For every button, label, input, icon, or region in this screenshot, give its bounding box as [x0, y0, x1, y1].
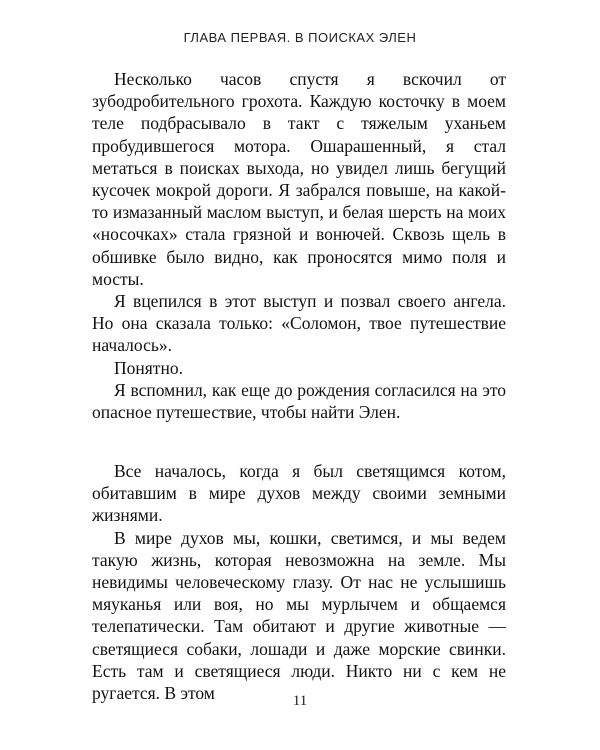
paragraph: Я вспомнил, как еще до рождения согласился на это опасное путешествие, чтобы найти Элен.	[92, 379, 506, 423]
page-number: 11	[292, 693, 308, 709]
paragraph: Все началось, когда я был светящимся котом, обитавшим в мире духов между своими земными жизнями.	[92, 461, 506, 526]
paragraph: Понятно.	[114, 357, 183, 378]
paragraph: Несколько часов спустя я вскочил от зубодробительного грохота. Каждую косточку в моем теле подбрасывало в такт с тяжелым уханьем пробудившегося мотора. Ошарашенный, я стал метаться в поисках выхода, но увидел лишь бегущий кусочек мокрой дороги. Я забрался повыше, на какой-то измазанный маслом выступ, и белая шерсть на моих «носочках» стала грязной и вонючей. Сквозь щель в обшивке было видно, как проносятся мимо поля и мосты.	[92, 69, 506, 289]
text-section-two	[92, 460, 506, 704]
paragraph: В мире духов мы, кошки, светимся, и мы ведем такую жизнь, которая невозможна на земле. Мы невидимы человеческому глазу. От нас не услышишь мяуканья или воя, но мы мурлычем и общаемся телепатически. Там обитают и другие животные — светящиеся собаки, лошади и даже морские свинки. Есть там и светящиеся люди. Никто ни с кем не ругается. В этом	[92, 527, 506, 704]
text-section-one	[92, 68, 506, 423]
paragraph: Я вцепился в этот выступ и позвал своего ангела. Но она сказала только: «Соломон, твое путешествие началось».	[92, 291, 506, 356]
running-head: ГЛАВА ПЕРВАЯ. В ПОИСКАХ ЭЛЕН	[183, 30, 417, 45]
